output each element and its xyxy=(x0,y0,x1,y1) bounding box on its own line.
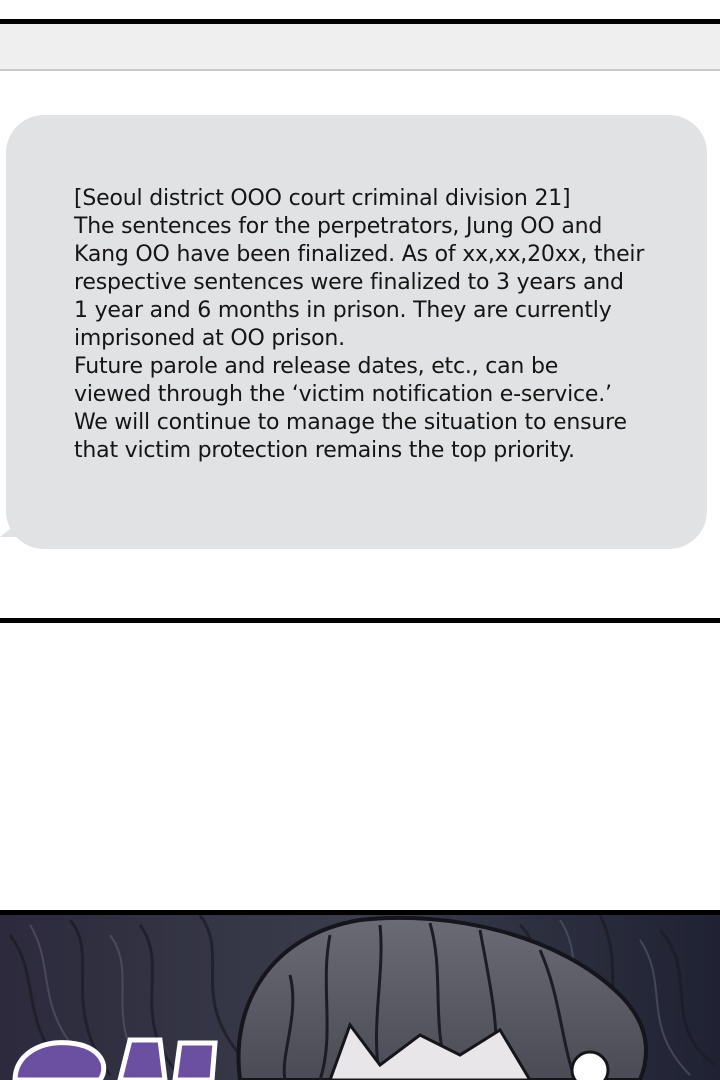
message-line: viewed through the ‘victim notification e-service.’ xyxy=(74,382,612,407)
bubble-tail xyxy=(0,519,22,537)
message-line: The sentences for the perpetrators, Jung OO and xyxy=(74,214,603,239)
message-line: imprisoned at OO prison. xyxy=(74,326,345,351)
message-line: Kang OO have been finalized. As of xx,xx,20xx, their xyxy=(74,242,645,267)
message-line: that victim protection remains the top priority. xyxy=(74,438,575,463)
character-art-panel xyxy=(0,910,720,1080)
message-text xyxy=(74,185,674,465)
messaging-app-header xyxy=(0,24,720,71)
message-panel xyxy=(0,19,720,623)
message-line: respective sentences were finalized to 3 years and xyxy=(74,270,624,295)
message-line: Future parole and release dates, etc., can be xyxy=(74,354,559,379)
received-message-bubble xyxy=(6,115,707,549)
message-line: [Seoul district OOO court criminal division 21] xyxy=(74,186,571,211)
character-illustration xyxy=(0,915,720,1080)
top-gutter xyxy=(0,0,720,19)
speech-bubble-fragment xyxy=(572,1052,608,1080)
panel-gutter xyxy=(0,623,720,910)
message-line: We will continue to manage the situation to ensure xyxy=(74,410,627,435)
message-line: 1 year and 6 months in prison. They are currently xyxy=(74,298,612,323)
